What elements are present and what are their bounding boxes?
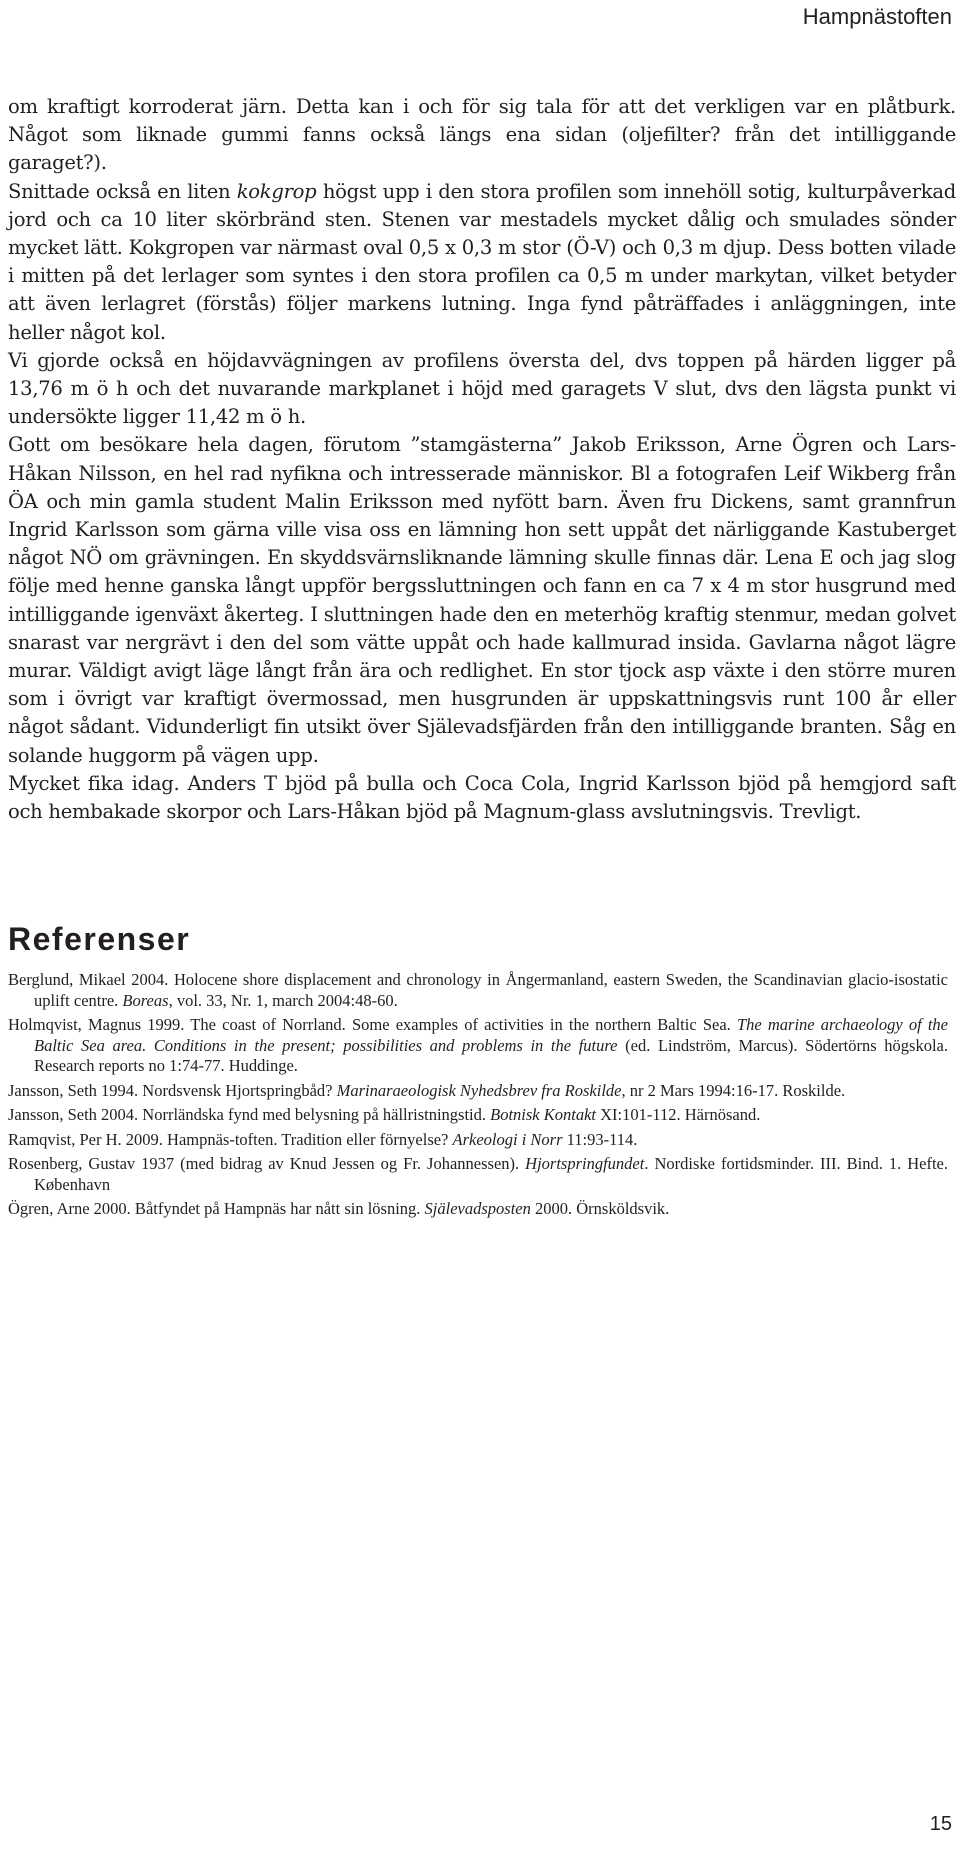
paragraph: Gott om besökare hela dagen, förutom ”stamgästerna” Jakob Eriksson, Arne Ögren och Lars-Håkan Nilsson, en hel rad nyfikna och intresserade människor. Bl a fotografen Leif Wikberg från ÖA och min gamla student Malin Eriksson med nyfött barn. Även fru Dickens, samt grannfrun Ingrid Karlsson som gärna ville visa oss en lämning hon sett uppåt det närliggande Kastuberget något NÖ om grävningen. En skyddsvärnsliknande lämning skulle finnas där. Lena E och jag slog följe med henne ganska långt uppför bergssluttningen och fann en ca 7 x 4 m stor husgrund med intilliggande igenväxt åkerteg. I sluttningen hade den en meterhög kraftig stenmur, medan golvet snarast var nergrävt i den del som vätte uppåt och hade kallmurad insida. Gavlarna något lägre murar. Väldigt avigt läge långt från ära och redlighet. En stor tjock asp växte i den större muren som i övrigt var kraftigt övermossad, men husgrunden är uppskattningsvis runt 100 år eller något sådant. Vidunderligt fin utsikt över Själevadsfjärden från den intilliggande branten. Såg en solande huggorm på vägen upp.	[8, 433, 956, 767]
reference-item: Jansson, Seth 1994. Nordsvensk Hjortspringbåd? Marinaraeologisk Nyhedsbrev fra Roskilde, nr 2 Mars 1994:16-17. Roskilde.	[8, 1080, 846, 1100]
reference-item: Rosenberg, Gustav 1937 (med bidrag av Knud Jessen og Fr. Johannessen). Hjortspringfundet. Nordiske fortidsminder. III. Bind. 1. Hefte. København	[8, 1154, 948, 1194]
paragraph: Snittade också en liten kokgrop högst upp i den stora profilen som innehöll sotig, kulturpåverkad jord och ca 10 liter skörbränd sten. Stenen var mestadels mycket dålig och smulades sönder mycket lätt. Kokgropen var närmast oval 0,5 x 0,3 m stor (Ö-V) och 0,3 m djup. Dess botten vilade i mitten på det lerlager som syntes i den stora profilen ca 0,5 m under markytan, vilket betyder att även lerlagret (förstås) följer markens lutning. Inga fynd påträffades i anläggningen, inte heller något kol.	[8, 179, 956, 344]
reference-item: Jansson, Seth 2004. Norrländska fynd med belysning på hällristningstid. Botnisk Kontakt XI:101-112. Härnösand.	[8, 1105, 761, 1124]
reference-item: Holmqvist, Magnus 1999. The coast of Norrland. Some examples of activities in the northern Baltic Sea. The marine archaeology of the Baltic Sea area. Conditions in the present; possibilities and problems in the future (ed. Lindström, Marcus). Södertörns högskola. Research reports no 1:74-77. Huddinge.	[8, 1015, 948, 1075]
emphasis: kokgrop	[236, 179, 317, 203]
paragraph: Vi gjorde också en höjdavvägningen av profilens översta del, dvs toppen på härden ligger på 13,76 m ö h och det nuvarande markplanet i höjd med garagets V slut, dvs den lägsta punkt vi undersökte ligger 11,42 m ö h.	[8, 348, 956, 429]
references-heading: Referenser	[8, 921, 191, 957]
page-number: 15	[929, 1813, 952, 1835]
reference-item: Ögren, Arne 2000. Båtfyndet på Hampnäs har nått sin lösning. Själevadsposten 2000. Örnsköldsvik.	[8, 1199, 670, 1218]
reference-item: Ramqvist, Per H. 2009. Hampnäs-toften. Tradition eller förnyelse? Arkeologi i Norr 11:93-114.	[8, 1129, 638, 1149]
paragraph: Mycket fika idag. Anders T bjöd på bulla och Coca Cola, Ingrid Karlsson bjöd på hemgjord saft och hembakade skorpor och Lars-Håkan bjöd på Magnum-glass avslutningsvis. Trevligt.	[8, 771, 956, 824]
body-text	[8, 93, 956, 826]
paragraph: om kraftigt korroderat järn. Detta kan i och för sig tala för att det verkligen var en plåtburk. Något som liknade gummi fanns också längs ena sidan (oljefilter? från det intilliggande garaget?).	[8, 95, 956, 175]
reference-item: Berglund, Mikael 2004. Holocene shore displacement and chronology in Ångermanland, eastern Sweden, the Scandinavian glacio-isostatic uplift centre. Boreas, vol. 33, Nr. 1, march 2004:48-60.	[8, 970, 948, 1010]
running-header: Hampnästoften	[802, 4, 952, 29]
reference-list	[8, 970, 948, 1224]
